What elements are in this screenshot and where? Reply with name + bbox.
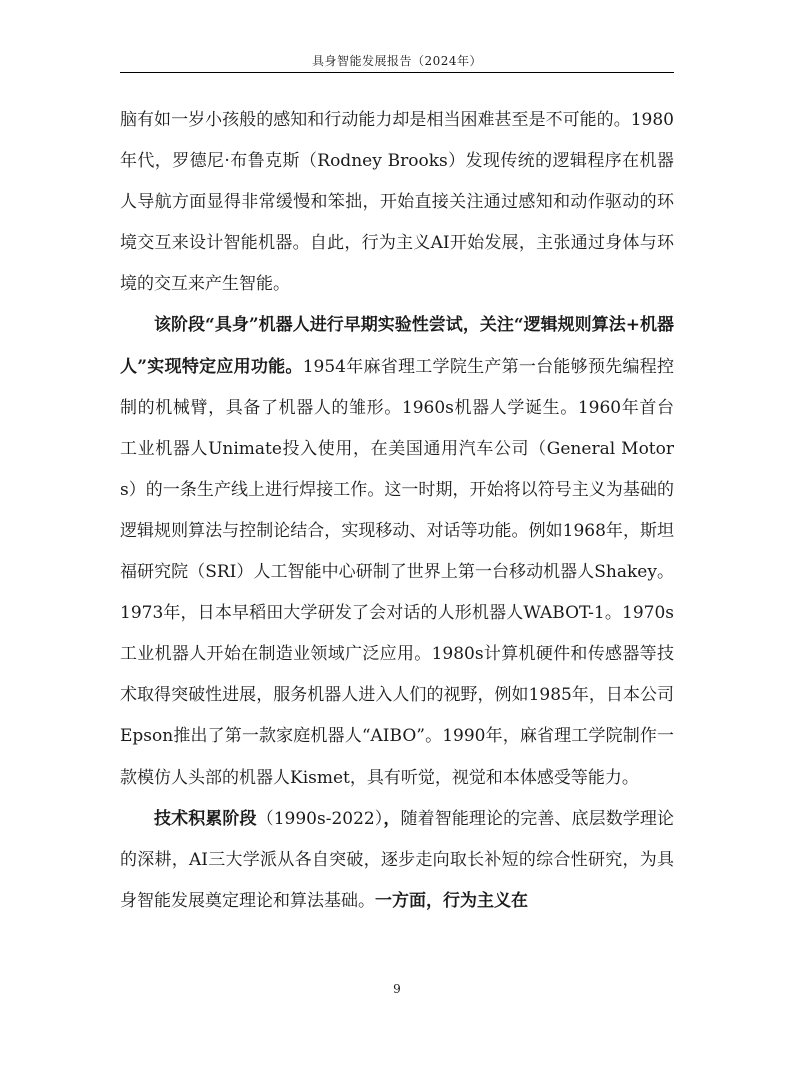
- paragraph-bold-punct: ，: [383, 808, 401, 829]
- paragraph-text: （1990s-2022）: [256, 808, 384, 829]
- paragraph-tail-bold: 一方面，行为主义在: [375, 890, 528, 911]
- paragraph-text: 随着智能理论的完善、底层数学理论的深耕，AI三大学派从各自突破，逐步走向取长补短的综合性研究，为具身智能发展奠定理论和算法基础。: [120, 808, 675, 911]
- page-number: 9: [393, 982, 401, 996]
- paragraph-lead-bold: 该阶段“具身”机器人进行早期实验性尝试，关注“逻辑规则算法+机器人”实现特定应用功能。: [120, 315, 674, 377]
- paragraph: [120, 100, 674, 305]
- body-text: [120, 100, 674, 922]
- paragraph-text: 脑有如一岁小孩般的感知和行动能力却是相当困难甚至是不可能的。1980年代，罗德尼·布鲁克斯（Rodney Brooks）发现传统的逻辑程序在机器人导航方面显得非常缓慢和笨拙，开始直接关注通过感知和动作驱动的环境交互来设计智能机器。自此，行为主义AI开始发展，主张通过身体与环境的交互来产生智能。: [120, 110, 674, 295]
- paragraph: [120, 799, 674, 922]
- paragraph-lead-bold: 技术积累阶段: [154, 808, 257, 829]
- header-divider: [120, 72, 674, 73]
- paragraph: [120, 305, 674, 798]
- paragraph-text: 1954年麻省理工学院生产第一台能够预先编程控制的机械臂，具备了机器人的雏形。1960s机器人学诞生。1960年首台工业机器人Unimate投入使用，在美国通用汽车公司（General Motors）的一条生产线上进行焊接工作。这一时期，开始将以符号主义为基础的逻辑规则算法与控制论结合，实现移动、对话等功能。例如1968年，斯坦福研究院（SRI）人工智能中心研制了世界上第一台移动机器人Shakey。1973年，日本早稻田大学研发了会对话的人形机器人WABOT-1。1970s工业机器人开始在制造业领域广泛应用。1980s计算机硬件和传感器等技术取得突破性进展，服务机器人进入人们的视野，例如1985年，日本公司Epson推出了第一款家庭机器人“AIBO”。1990年，麻省理工学院制作一款模仿人头部的机器人Kismet，具有听觉，视觉和本体感受等能力。: [120, 356, 675, 788]
- running-header: 具身智能发展报告（2024年）: [311, 54, 483, 68]
